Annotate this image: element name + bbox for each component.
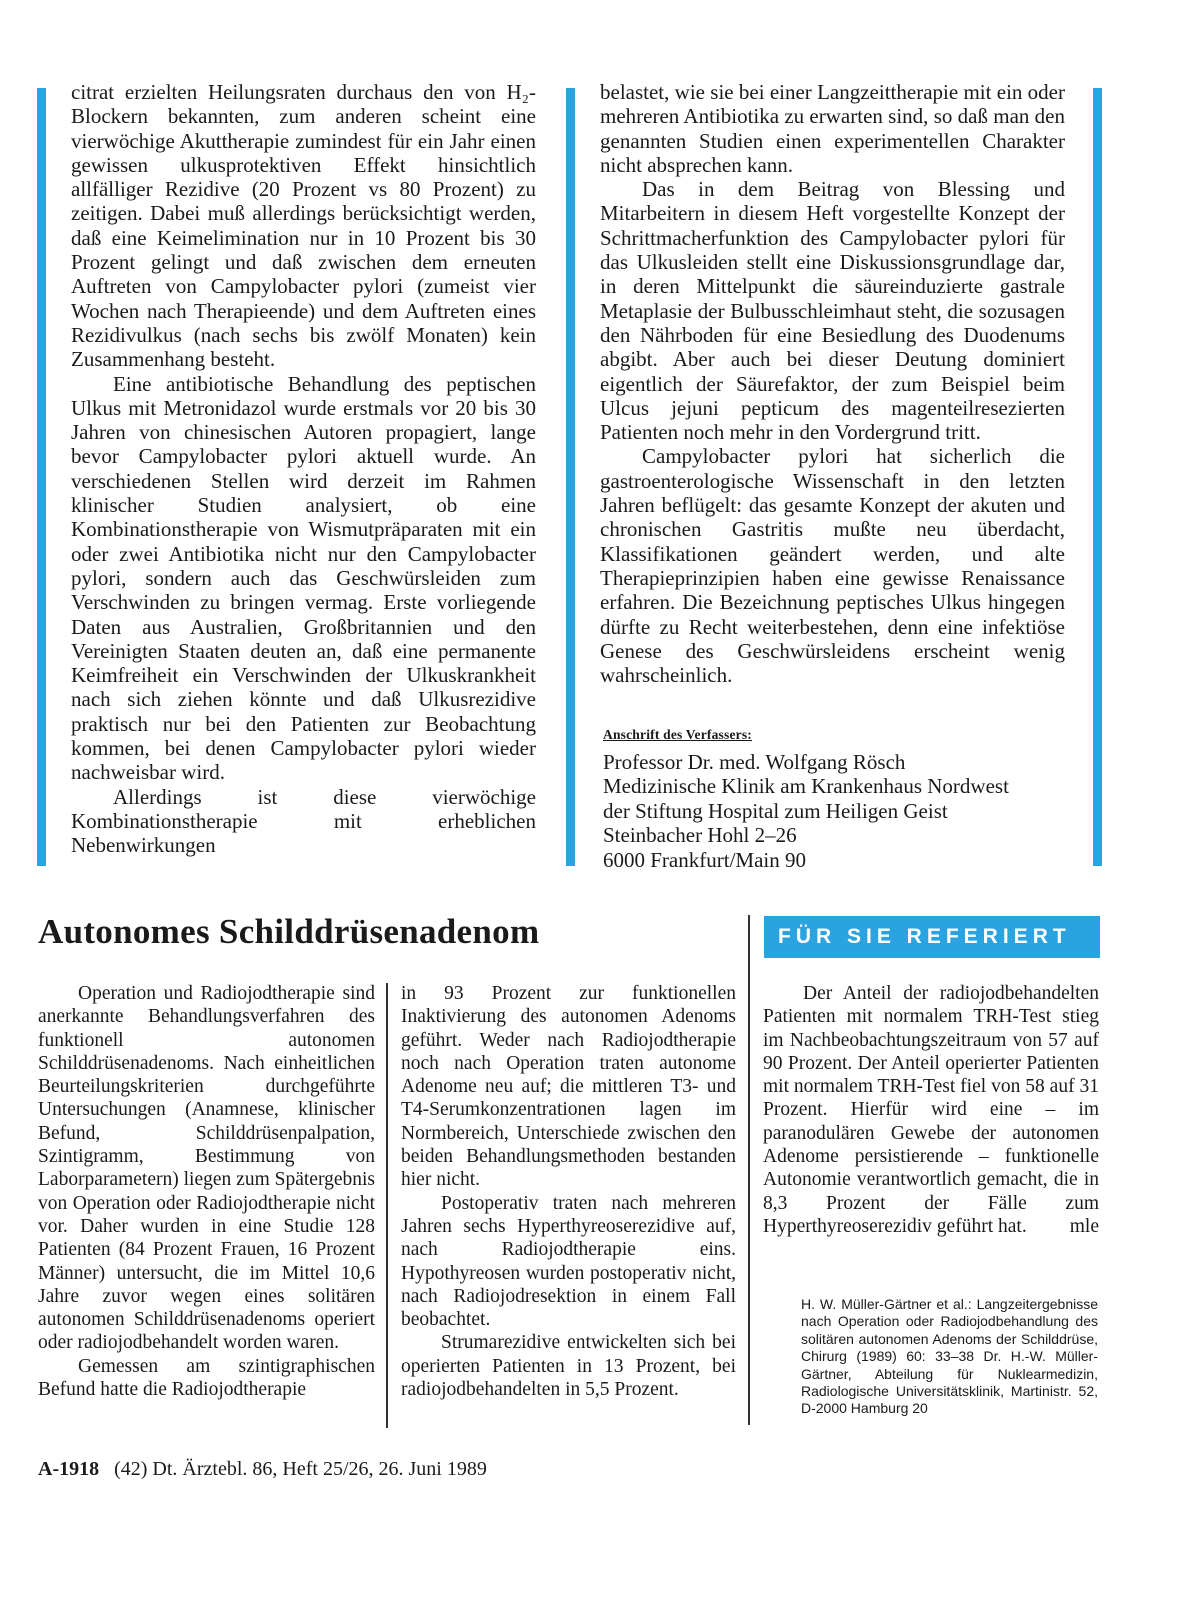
paragraph: Operation und Radiojodtherapie sind anerkannte Behandlungsverfahren des funktionell autonomen Schilddrüsenadenoms. Nach einheitlichen Beurteilungskriterien durchgeführte Untersuchungen (Anamnese, klinischer Befund, Schilddrüsenpalpation, Szintigramm, Bestimmung von Laborparametern) liegen zum Spätergebnis von Operation oder Radiojodtherapie nicht vor. Daher wurden in eine Studie 128 Patienten (84 Prozent Frauen, 16 Prozent Männer) untersucht, die im Mittel 10,6 Jahre zuvor wegen eines solitären autonomen Schilddrüsenadenoms operiert oder radiojodbehandelt worden waren. — [38, 983, 375, 1354]
accent-bar-left — [37, 88, 46, 866]
paragraph: Allerdings ist diese vierwöchige Kombinationstherapie mit erheblichen Nebenwirkungen — [71, 784, 536, 858]
bottom-article-column-2 — [401, 982, 736, 1432]
section-banner: FÜR SIE REFERIERT — [764, 916, 1100, 958]
reference-note: H. W. Müller-Gärtner et al.: Langzeitergebnisse nach Operation oder Radiojodbehandlung des solitären autonomen Adenoms der Schilddrüse, Chirurg (1989) 60: 33–38 Dr. H.-W. Müller-Gärtner, Abteilung für Nuklearmedizin, Radiologische Universitätsklinik, Martinistr. 52, D-2000 Hamburg 20 — [801, 1296, 1098, 1417]
paragraph-text: Der Anteil der radiojodbehandelten Patienten mit normalem TRH-Test stieg im Nachbeobachtungszeitraum von 57 auf 90 Prozent. Der Anteil operierter Patienten mit normalem TRH-Test fiel von 58 auf 31 Prozent. Hierfür wird eine – im paranodulären Gewebe der autonomen Adenome persistierende – funktionelle Autonomie verantwortlich gemacht, die in 8,3 Prozent der Fälle zum Hyperthyreoserezidiv geführt hat. — [763, 983, 1099, 1237]
paragraph: citrat erzielten Heilungsraten durchaus den von H₂-Blockern bekannten, zum anderen scheint eine vierwöchige Akuttherapie zumindest für ein Jahr einen gewissen ulkusprotektiven Effekt hinsichtlich allfälliger Rezidive (20 Prozent vs 80 Prozent) zu zeitigen. Dabei muß allerdings berücksichtigt werden, daß eine Keimelimination nur in 10 Prozent bis 30 Prozent gelingt und daß zwischen dem erneuten Auftreten von Campylobacter pylori (zumeist vier Wochen nach Therapieende) und dem Auftreten eines Rezidivulkus (nach sechs bis zwölf Monaten) kein Zusammenhang besteht. — [71, 80, 536, 372]
accent-bar-middle — [566, 88, 575, 866]
top-article-right-column — [600, 80, 1065, 700]
article-title: Autonomes Schilddrüsenadenom — [38, 912, 540, 951]
paragraph: Campylobacter pylori hat sicherlich die gastroenterologische Wissenschaft in den letzten Jahren beflügelt: das gesamte Konzept der akuten und chronischen Gastritis mußte neu überdacht, Klassifikationen geändert werden, und alte Therapieprinzipien haben eine gewisse Renaissance erfahren. Die Bezeichnung peptisches Ulkus hingegen dürfte zu Recht weiterbestehen, denn eine infektiöse Genese des Geschwürsleidens erscheint wenig wahrscheinlich. — [600, 444, 1065, 688]
paragraph: Gemessen am szintigraphischen Befund hatte die Radiojodtherapie — [38, 1355, 375, 1401]
paragraph: Strumarezidive entwickelten sich bei operierten Patienten in 13 Prozent, bei radiojodbehandelten in 5,5 Prozent. — [401, 1332, 736, 1401]
top-article-left-column — [71, 80, 536, 870]
column-divider — [748, 915, 750, 1425]
page-footer — [38, 1458, 487, 1481]
author-signature: mle — [1069, 1215, 1099, 1237]
paragraph: Das in dem Beitrag von Blessing und Mitarbeitern in diesem Heft vorgestellte Konzept der Schrittmacherfunktion des Campylobacter pylori für das Ulkusleiden stellt eine Diskussionsgrundlage dar, in deren Mittelpunkt die säureinduzierte gastrale Metaplasie der Bulbusschleimhaut steht, die sozusagen den Nährboden für eine Besiedlung des Duodenums abgibt. Aber auch bei dieser Deutung dominiert eigentlich der Säurefaktor, der zum Beispiel beim Ulcus jejuni pepticum des magenteilresezierten Patienten noch mehr in den Vordergrund tritt. — [600, 177, 1065, 445]
paragraph — [763, 982, 1099, 1238]
bottom-article-column-3 — [763, 982, 1099, 1282]
accent-bar-right — [1093, 88, 1102, 866]
column-divider — [386, 983, 388, 1428]
bottom-article-column-1 — [38, 982, 375, 1432]
author-label: Anschrift des Verfassers: — [603, 727, 752, 742]
paragraph: Postoperativ traten nach mehreren Jahren sechs Hyperthyreoserezidive auf, nach Radiojodtherapie eins. Hypothyreosen wurden postoperativ nicht, nach Radiojodresektion in einem Fall beobachtet. — [401, 1192, 736, 1331]
journal-citation: (42) Dt. Ärztebl. 86, Heft 25/26, 26. Juni 1989 — [114, 1458, 487, 1480]
author-address: Professor Dr. med. Wolfgang Rösch Medizinische Klinik am Krankenhaus Nordwest der Stiftung Hospital zum Heiligen Geist Steinbacher Hohl 2–26 6000 Frankfurt/Main 90 — [603, 750, 1009, 872]
paragraph: Eine antibiotische Behandlung des peptischen Ulkus mit Metronidazol wurde erstmals vor 20 bis 30 Jahren von chinesischen Autoren propagiert, lange bevor Campylobacter pylori aktuell wurde. An verschiedenen Stellen wird derzeit im Rahmen klinischer Studien analysiert, ob eine Kombinationstherapie von Wismutpräparaten mit ein oder zwei Antibiotika nicht nur den Campylobacter pylori, sondern auch das Geschwürsleiden zum Verschwinden zu bringen vermag. Erste vorliegende Daten aus Australien, Großbritannien und den Vereinigten Staaten deuten an, daß eine permanente Keimfreiheit ein Verschwinden der Ulkuskrankheit nach sich ziehen könnte und daß Ulkusrezidive praktisch nur bei den Patienten zur Beobachtung kommen, bei denen Campylobacter pylori wieder nachweisbar wird. — [71, 371, 536, 785]
page-code: A-1918 — [38, 1458, 100, 1480]
paragraph: belastet, wie sie bei einer Langzeittherapie mit ein oder mehreren Antibiotika zu erwarten sind, so daß man den genannten Studien einen experimentellen Charakter nicht absprechen kann. — [600, 80, 1065, 177]
paragraph: in 93 Prozent zur funktionellen Inaktivierung des autonomen Adenoms geführt. Weder nach Radiojodtherapie noch nach Operation traten autonome Adenome neu auf; die mittleren T3- und T4-Serumkonzentrationen lagen im Normbereich, Unterschiede zwischen den beiden Behandlungsmethoden bestanden hier nicht. — [401, 983, 736, 1191]
